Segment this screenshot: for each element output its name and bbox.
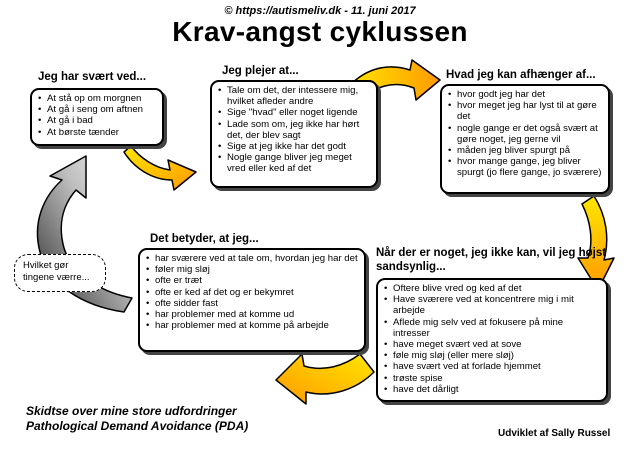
list-item: • At gå i bad: [38, 115, 156, 126]
list-item: • Tale om det, der intessere mig, hvilket afleder andre: [218, 85, 370, 107]
list-item: • har sværere ved at tale om, hvordan jeg har det: [146, 253, 358, 264]
list-item: • Sige "hvad" eller noget ligende: [218, 107, 370, 118]
list-item: • ofte sidder fast: [146, 298, 358, 309]
box1: [30, 88, 164, 146]
box3-list: [448, 89, 602, 179]
list-item: • Sige at jeg ikke har det godt: [218, 141, 370, 152]
box4-list: [384, 283, 600, 395]
box2-heading: Jeg plejer at...: [222, 65, 299, 77]
list-item: • have meget svært ved at sove: [384, 339, 600, 350]
list-item: • have det dårligt: [384, 384, 600, 395]
list-item: • nogle gange er det også svært at gøre noget, jeg gerne vil: [448, 123, 602, 145]
box4-heading: Når der er noget, jeg ikke kan, vil jeg højst sandsynlig...: [376, 247, 607, 273]
list-item: • føler mig sløj: [146, 264, 358, 275]
arrow-4-to-5: [276, 354, 374, 404]
arrow-3-to-4: [578, 196, 614, 290]
credit-line: Udviklet af Sally Russel: [498, 428, 611, 439]
box3-heading: Hvad jeg kan afhænger af...: [446, 69, 596, 81]
list-item: • føle mig sløj (eller mere sløj): [384, 350, 600, 361]
copyright-line: © https://autismeliv.dk - 11. juni 2017: [224, 5, 416, 17]
box5: [138, 248, 366, 352]
list-item: • At stå op om morgnen: [38, 93, 156, 104]
list-item: • hvor godt jeg har det: [448, 89, 602, 100]
list-item: • måden jeg bliver spurgt på: [448, 145, 602, 156]
list-item: • hvor mange gange, jeg bliver spurgt (jo flere gange, jo sværere): [448, 156, 602, 178]
list-item: • har problemer med at komme på arbejde: [146, 320, 358, 331]
page-title: Krav-angst cyklussen: [172, 16, 468, 47]
list-item: • Oftere blive vred og ked af det: [384, 283, 600, 294]
list-item: • have svært ved at forlade hjemmet: [384, 361, 600, 372]
list-item: • Lade som om, jeg ikke har hørt det, der blev sagt: [218, 119, 370, 141]
list-item: • Have sværere ved at koncentrere mig i mit arbejde: [384, 294, 600, 316]
list-item: • Nogle gange bliver jeg meget vred eller ked af det: [218, 152, 370, 174]
list-item: • har problemer med at komme ud: [146, 309, 358, 320]
footer-line-1: Skidtse over mine store udfordringer: [26, 404, 237, 418]
list-item: • trøste spise: [384, 373, 600, 384]
box3: [440, 84, 610, 194]
list-item: • ofte er træt: [146, 275, 358, 286]
thought-bubble: Hvilket gør tingene værre...: [14, 254, 106, 292]
box4: [376, 278, 608, 402]
box5-list: [146, 253, 358, 331]
footer-line-2: Pathological Demand Avoidance (PDA): [26, 419, 249, 433]
list-item: • hvor meget jeg har lyst til at gøre det: [448, 100, 602, 122]
list-item: • At børste tænder: [38, 127, 156, 138]
list-item: • ofte er ked af det og er bekymret: [146, 287, 358, 298]
list-item: • Aflede mig selv ved at fokusere på mine intresser: [384, 317, 600, 339]
box2: [210, 80, 378, 188]
list-item: • At gå i seng om aftnen: [38, 104, 156, 115]
box1-heading: Jeg har svært ved...: [38, 71, 147, 83]
box2-list: [218, 85, 370, 175]
box5-heading: Det betyder, at jeg...: [150, 233, 259, 245]
arrow-1-to-2: [124, 146, 196, 190]
box1-list: [38, 93, 156, 138]
